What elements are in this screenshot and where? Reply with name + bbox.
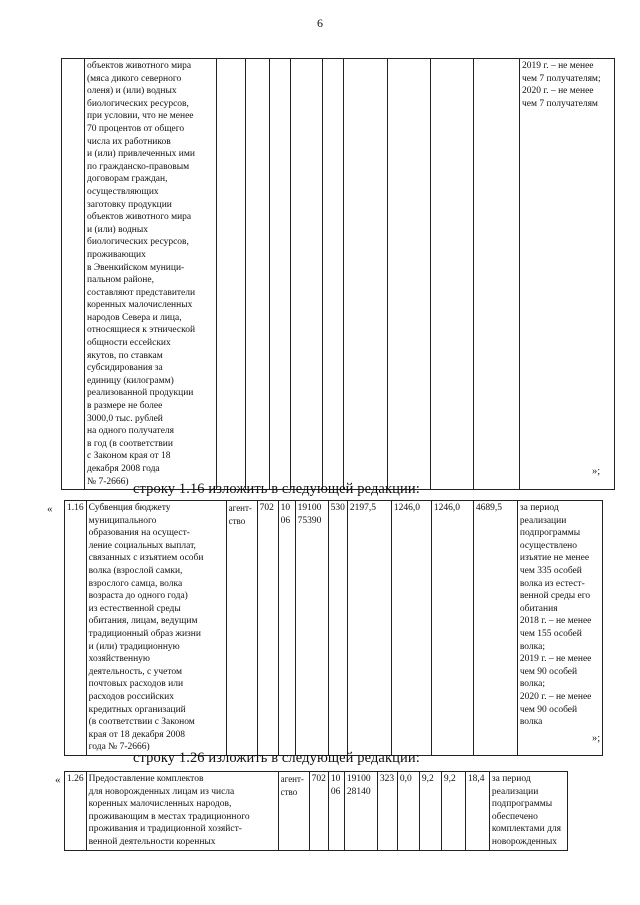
cell-2019: 1246,0 — [391, 501, 431, 756]
table-row — [65, 501, 603, 756]
cell-rzpr: 10 06 — [328, 772, 344, 851]
cell-description: объектов животного мира (мяса дикого северного оленя) и (или) водных биологических ресурсов, при условии, что не менее 70 процентов от общего числа их работников и (или) привлеченных ими по гражданско-правовым договорам граждан, осуществляющих заготовку продукции объектов животного мира и (или) водных биологических ресурсов, проживающих в Эвенкийском муници- пальном районе, составляют представители коренных малочисленных народов Севера и лица, относящиеся к этнической общности ессейских якутов, по ставкам субсидирования за единицу (килограмм) реализованной продукции в размере не более 3000,0 тыс. рублей на одного получателя в год (в соответствии с Законом края от 18 декабря 2008 года № 7-2666) — [85, 59, 217, 490]
cell-total — [474, 59, 520, 490]
cell-num: 1.26 — [65, 772, 87, 851]
cell-num: 1.16 — [65, 501, 87, 756]
cell-2019 — [388, 59, 431, 490]
cell-rzpr: 10 06 — [278, 501, 295, 756]
page-number: 6 — [317, 16, 323, 30]
cell-rzpr — [270, 59, 291, 490]
cell-description: Субвенция бюджету муниципального образования на осущест- ление социальных выплат, связанных с изъятием особи волка (взрослой самки, взрослого самца, волка возраста до одного года) из естественной среды обитания, лицам, ведущим традиционный образ жизни и (или) традиционную хозяйственную деятельность, с учетом почтовых расходов или расходов российских кредитных организаций (в соответствии с Законом края от 18 декабря 2008 года № 7-2666) — [86, 501, 226, 756]
caption-row-1-26: строку 1.26 изложить в следующей редакции: — [133, 750, 420, 766]
table-continuation — [61, 58, 615, 490]
closing-quote-1: »; — [592, 466, 601, 477]
cell-grbs — [217, 59, 246, 490]
cell-csr: 19100 75390 — [295, 501, 328, 756]
cell-total: 18,4 — [465, 772, 489, 851]
table-row — [65, 772, 568, 851]
cell-total: 4689,5 — [473, 501, 517, 756]
cell-csr — [291, 59, 323, 490]
cell-2018: 2197,5 — [347, 501, 391, 756]
cell-2020 — [431, 59, 474, 490]
cell-description: Предоставление комплектов для новорожденных лицам из числа коренных малочисленных народов, проживающим в местах традиционного проживания и традиционной хозяйст- венной деятельности коренных — [86, 772, 278, 851]
cell-result: за период реализации подпрограммы осуществлено изъятие не менее чем 335 особей волка из естест- венной среды его обитания 2018 г. – не менее чем 155 особей волка; 2019 г. – не менее чем 90 особей волка; 2020 г. – не менее чем 90 особей волка — [517, 501, 602, 756]
caption-row-1-16: строку 1.16 изложить в следующей редакции: — [133, 481, 420, 497]
cell-2018 — [344, 59, 388, 490]
cell-vr — [323, 59, 344, 490]
cell-num — [62, 59, 85, 490]
cell-result: за период реализации подпрограммы обеспечено комплектами для новорожденных — [489, 772, 567, 851]
opening-quote-1-26: « — [55, 774, 61, 786]
cell-grbs: агент- ство — [278, 772, 309, 851]
cell-vr: 530 — [328, 501, 347, 756]
closing-quote-1-16: »; — [592, 733, 601, 744]
table-row — [62, 59, 615, 490]
cell-result: 2019 г. – не менее чем 7 получателям; 2020 г. – не менее чем 7 получателям — [520, 59, 615, 490]
cell-vr: 323 — [377, 772, 397, 851]
opening-quote-1-16: « — [47, 503, 53, 515]
cell-code — [246, 59, 270, 490]
cell-code: 702 — [309, 772, 328, 851]
cell-2020: 9,2 — [441, 772, 465, 851]
cell-csr: 19100 28140 — [344, 772, 377, 851]
cell-code: 702 — [257, 501, 278, 756]
cell-2018: 0,0 — [397, 772, 419, 851]
cell-2020: 1246,0 — [431, 501, 473, 756]
table-row-1-16 — [64, 500, 603, 756]
cell-grbs: агент- ство — [226, 501, 257, 756]
table-row-1-26 — [64, 771, 568, 851]
cell-2019: 9,2 — [419, 772, 441, 851]
